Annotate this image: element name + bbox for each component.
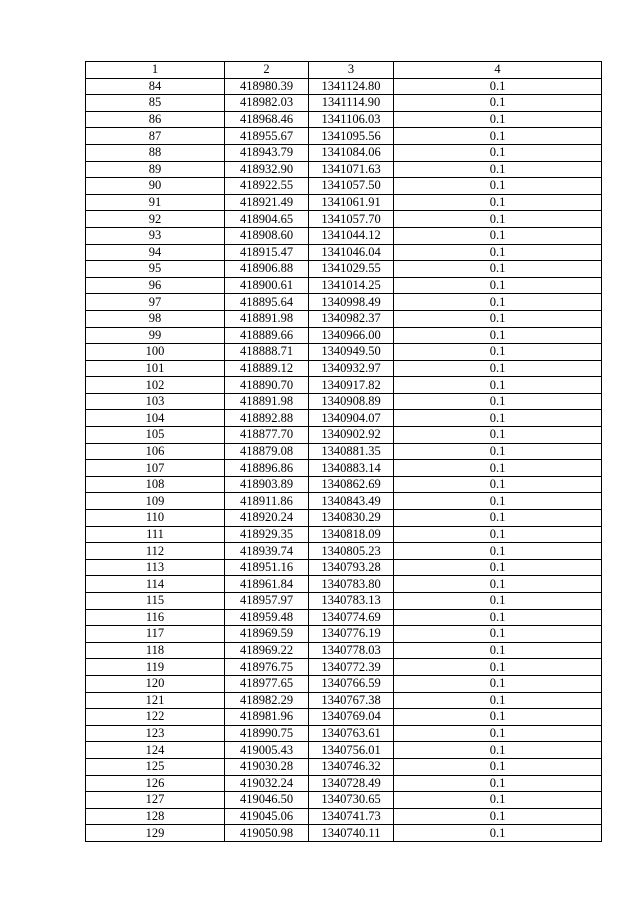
point-number-cell: 95 [86, 261, 225, 278]
x-coordinate-cell: 418951.16 [225, 559, 309, 576]
y-coordinate-cell: 1340908.89 [309, 393, 394, 410]
point-number-cell: 113 [86, 559, 225, 576]
accuracy-cell: 0.1 [394, 808, 602, 825]
accuracy-cell: 0.1 [394, 360, 602, 377]
y-coordinate-cell: 1340783.13 [309, 593, 394, 610]
x-coordinate-cell: 418895.64 [225, 294, 309, 311]
table-row [86, 95, 602, 112]
point-number-cell: 111 [86, 526, 225, 543]
table-row [86, 792, 602, 809]
accuracy-cell: 0.1 [394, 377, 602, 394]
table-row [86, 410, 602, 427]
x-coordinate-cell: 418961.84 [225, 576, 309, 593]
point-number-cell: 124 [86, 742, 225, 759]
y-coordinate-cell: 1340917.82 [309, 377, 394, 394]
point-number-cell: 90 [86, 178, 225, 195]
accuracy-cell: 0.1 [394, 742, 602, 759]
point-number-cell: 89 [86, 161, 225, 178]
accuracy-cell: 0.1 [394, 642, 602, 659]
table-row [86, 725, 602, 742]
table-row [86, 626, 602, 643]
y-coordinate-cell: 1340793.28 [309, 559, 394, 576]
y-coordinate-cell: 1340766.59 [309, 675, 394, 692]
accuracy-cell: 0.1 [394, 144, 602, 161]
y-coordinate-cell: 1340830.29 [309, 510, 394, 527]
accuracy-cell: 0.1 [394, 775, 602, 792]
x-coordinate-cell: 418980.39 [225, 78, 309, 95]
y-coordinate-cell: 1340902.92 [309, 427, 394, 444]
accuracy-cell: 0.1 [394, 609, 602, 626]
table-row [86, 443, 602, 460]
point-number-cell: 115 [86, 593, 225, 610]
y-coordinate-cell: 1340776.19 [309, 626, 394, 643]
y-coordinate-cell: 1340767.38 [309, 692, 394, 709]
point-number-cell: 103 [86, 393, 225, 410]
accuracy-cell: 0.1 [394, 576, 602, 593]
table-row [86, 642, 602, 659]
x-coordinate-cell: 418969.22 [225, 642, 309, 659]
point-number-cell: 125 [86, 758, 225, 775]
accuracy-cell: 0.1 [394, 277, 602, 294]
accuracy-cell: 0.1 [394, 792, 602, 809]
table-row [86, 675, 602, 692]
table-row [86, 493, 602, 510]
y-coordinate-cell: 1340982.37 [309, 310, 394, 327]
y-coordinate-cell: 1340998.49 [309, 294, 394, 311]
table-row [86, 111, 602, 128]
y-coordinate-cell: 1341014.25 [309, 277, 394, 294]
y-coordinate-cell: 1340763.61 [309, 725, 394, 742]
x-coordinate-cell: 419045.06 [225, 808, 309, 825]
table-row [86, 609, 602, 626]
point-number-cell: 112 [86, 543, 225, 560]
y-coordinate-cell: 1340730.65 [309, 792, 394, 809]
accuracy-cell: 0.1 [394, 78, 602, 95]
table-row [86, 194, 602, 211]
accuracy-cell: 0.1 [394, 393, 602, 410]
point-number-cell: 122 [86, 709, 225, 726]
point-number-cell: 91 [86, 194, 225, 211]
table-row [86, 211, 602, 228]
x-coordinate-cell: 418896.86 [225, 460, 309, 477]
point-number-cell: 128 [86, 808, 225, 825]
x-coordinate-cell: 418982.03 [225, 95, 309, 112]
accuracy-cell: 0.1 [394, 493, 602, 510]
y-coordinate-cell: 1340769.04 [309, 709, 394, 726]
point-number-cell: 114 [86, 576, 225, 593]
accuracy-cell: 0.1 [394, 709, 602, 726]
table-row [86, 709, 602, 726]
accuracy-cell: 0.1 [394, 227, 602, 244]
accuracy-cell: 0.1 [394, 758, 602, 775]
x-coordinate-cell: 419030.28 [225, 758, 309, 775]
y-coordinate-cell: 1340783.80 [309, 576, 394, 593]
accuracy-cell: 0.1 [394, 327, 602, 344]
x-coordinate-cell: 418922.55 [225, 178, 309, 195]
accuracy-cell: 0.1 [394, 626, 602, 643]
table-row [86, 161, 602, 178]
y-coordinate-cell: 1340774.69 [309, 609, 394, 626]
point-number-cell: 86 [86, 111, 225, 128]
y-coordinate-cell: 1341029.55 [309, 261, 394, 278]
point-number-cell: 121 [86, 692, 225, 709]
accuracy-cell: 0.1 [394, 476, 602, 493]
accuracy-cell: 0.1 [394, 659, 602, 676]
table-row [86, 559, 602, 576]
point-number-cell: 101 [86, 360, 225, 377]
x-coordinate-cell: 418929.35 [225, 526, 309, 543]
point-number-cell: 109 [86, 493, 225, 510]
y-coordinate-cell: 1340728.49 [309, 775, 394, 792]
y-coordinate-cell: 1341095.56 [309, 128, 394, 145]
accuracy-cell: 0.1 [394, 526, 602, 543]
table-row [86, 277, 602, 294]
table-row [86, 294, 602, 311]
y-coordinate-cell: 1340883.14 [309, 460, 394, 477]
table-row [86, 360, 602, 377]
table-row [86, 543, 602, 560]
x-coordinate-cell: 418955.67 [225, 128, 309, 145]
accuracy-cell: 0.1 [394, 178, 602, 195]
table-row [86, 593, 602, 610]
accuracy-cell: 0.1 [394, 410, 602, 427]
y-coordinate-cell: 1341046.04 [309, 244, 394, 261]
table-row [86, 427, 602, 444]
y-coordinate-cell: 1340756.01 [309, 742, 394, 759]
accuracy-cell: 0.1 [394, 675, 602, 692]
x-coordinate-cell: 418921.49 [225, 194, 309, 211]
y-coordinate-cell: 1340741.73 [309, 808, 394, 825]
x-coordinate-cell: 418920.24 [225, 510, 309, 527]
point-number-cell: 127 [86, 792, 225, 809]
y-coordinate-cell: 1340966.00 [309, 327, 394, 344]
table-row [86, 227, 602, 244]
table-row [86, 576, 602, 593]
accuracy-cell: 0.1 [394, 344, 602, 361]
point-number-cell: 99 [86, 327, 225, 344]
table-row [86, 310, 602, 327]
table-row [86, 476, 602, 493]
table-row [86, 659, 602, 676]
table-row [86, 742, 602, 759]
y-coordinate-cell: 1340904.07 [309, 410, 394, 427]
accuracy-cell: 0.1 [394, 261, 602, 278]
accuracy-cell: 0.1 [394, 692, 602, 709]
y-coordinate-cell: 1340949.50 [309, 344, 394, 361]
x-coordinate-cell: 418977.65 [225, 675, 309, 692]
table-header-row [86, 62, 602, 79]
table-row [86, 692, 602, 709]
table-row [86, 460, 602, 477]
accuracy-cell: 0.1 [394, 244, 602, 261]
accuracy-cell: 0.1 [394, 825, 602, 842]
point-number-cell: 102 [86, 377, 225, 394]
x-coordinate-cell: 418890.70 [225, 377, 309, 394]
accuracy-cell: 0.1 [394, 593, 602, 610]
point-number-cell: 92 [86, 211, 225, 228]
point-number-cell: 96 [86, 277, 225, 294]
table-row [86, 808, 602, 825]
accuracy-cell: 0.1 [394, 460, 602, 477]
x-coordinate-cell: 418969.59 [225, 626, 309, 643]
y-coordinate-cell: 1341124.80 [309, 78, 394, 95]
accuracy-cell: 0.1 [394, 510, 602, 527]
x-coordinate-cell: 418903.89 [225, 476, 309, 493]
y-coordinate-cell: 1341061.91 [309, 194, 394, 211]
y-coordinate-cell: 1341106.03 [309, 111, 394, 128]
point-number-cell: 126 [86, 775, 225, 792]
y-coordinate-cell: 1341071.63 [309, 161, 394, 178]
x-coordinate-cell: 418932.90 [225, 161, 309, 178]
x-coordinate-cell: 418990.75 [225, 725, 309, 742]
x-coordinate-cell: 418892.88 [225, 410, 309, 427]
x-coordinate-cell: 418908.60 [225, 227, 309, 244]
x-coordinate-cell: 418911.86 [225, 493, 309, 510]
x-coordinate-cell: 418904.65 [225, 211, 309, 228]
point-number-cell: 93 [86, 227, 225, 244]
table-row [86, 344, 602, 361]
point-number-cell: 107 [86, 460, 225, 477]
y-coordinate-cell: 1341084.06 [309, 144, 394, 161]
x-coordinate-cell: 418959.48 [225, 609, 309, 626]
x-coordinate-cell: 418957.97 [225, 593, 309, 610]
x-coordinate-cell: 418900.61 [225, 277, 309, 294]
table-row [86, 825, 602, 842]
accuracy-cell: 0.1 [394, 443, 602, 460]
point-number-cell: 98 [86, 310, 225, 327]
x-coordinate-cell: 418879.08 [225, 443, 309, 460]
column-header-1: 1 [86, 62, 225, 79]
x-coordinate-cell: 418981.96 [225, 709, 309, 726]
table-row [86, 178, 602, 195]
point-number-cell: 100 [86, 344, 225, 361]
x-coordinate-cell: 418976.75 [225, 659, 309, 676]
y-coordinate-cell: 1340818.09 [309, 526, 394, 543]
accuracy-cell: 0.1 [394, 543, 602, 560]
point-number-cell: 108 [86, 476, 225, 493]
table-row [86, 327, 602, 344]
y-coordinate-cell: 1340746.32 [309, 758, 394, 775]
table-row [86, 510, 602, 527]
point-number-cell: 106 [86, 443, 225, 460]
point-number-cell: 116 [86, 609, 225, 626]
accuracy-cell: 0.1 [394, 95, 602, 112]
accuracy-cell: 0.1 [394, 725, 602, 742]
column-header-2: 2 [225, 62, 309, 79]
x-coordinate-cell: 418906.88 [225, 261, 309, 278]
y-coordinate-cell: 1340932.97 [309, 360, 394, 377]
coordinates-table-body [86, 62, 602, 842]
x-coordinate-cell: 418939.74 [225, 543, 309, 560]
point-number-cell: 110 [86, 510, 225, 527]
x-coordinate-cell: 418888.71 [225, 344, 309, 361]
point-number-cell: 97 [86, 294, 225, 311]
y-coordinate-cell: 1340772.39 [309, 659, 394, 676]
x-coordinate-cell: 418968.46 [225, 111, 309, 128]
x-coordinate-cell: 418891.98 [225, 310, 309, 327]
column-header-3: 3 [309, 62, 394, 79]
accuracy-cell: 0.1 [394, 111, 602, 128]
point-number-cell: 123 [86, 725, 225, 742]
x-coordinate-cell: 418889.66 [225, 327, 309, 344]
table-row [86, 775, 602, 792]
x-coordinate-cell: 419046.50 [225, 792, 309, 809]
table-row [86, 144, 602, 161]
accuracy-cell: 0.1 [394, 194, 602, 211]
x-coordinate-cell: 418889.12 [225, 360, 309, 377]
point-number-cell: 105 [86, 427, 225, 444]
x-coordinate-cell: 419050.98 [225, 825, 309, 842]
point-number-cell: 120 [86, 675, 225, 692]
coordinates-table [85, 61, 602, 842]
table-row [86, 128, 602, 145]
x-coordinate-cell: 418877.70 [225, 427, 309, 444]
table-row [86, 758, 602, 775]
x-coordinate-cell: 418891.98 [225, 393, 309, 410]
point-number-cell: 85 [86, 95, 225, 112]
accuracy-cell: 0.1 [394, 294, 602, 311]
x-coordinate-cell: 419005.43 [225, 742, 309, 759]
x-coordinate-cell: 418915.47 [225, 244, 309, 261]
table-row [86, 244, 602, 261]
point-number-cell: 104 [86, 410, 225, 427]
x-coordinate-cell: 418943.79 [225, 144, 309, 161]
y-coordinate-cell: 1341114.90 [309, 95, 394, 112]
x-coordinate-cell: 418982.29 [225, 692, 309, 709]
table-row [86, 377, 602, 394]
accuracy-cell: 0.1 [394, 161, 602, 178]
y-coordinate-cell: 1340805.23 [309, 543, 394, 560]
point-number-cell: 117 [86, 626, 225, 643]
y-coordinate-cell: 1341044.12 [309, 227, 394, 244]
y-coordinate-cell: 1341057.50 [309, 178, 394, 195]
accuracy-cell: 0.1 [394, 559, 602, 576]
y-coordinate-cell: 1340740.11 [309, 825, 394, 842]
point-number-cell: 87 [86, 128, 225, 145]
point-number-cell: 94 [86, 244, 225, 261]
point-number-cell: 129 [86, 825, 225, 842]
point-number-cell: 88 [86, 144, 225, 161]
table-row [86, 78, 602, 95]
accuracy-cell: 0.1 [394, 128, 602, 145]
y-coordinate-cell: 1340881.35 [309, 443, 394, 460]
accuracy-cell: 0.1 [394, 427, 602, 444]
column-header-4: 4 [394, 62, 602, 79]
y-coordinate-cell: 1340778.03 [309, 642, 394, 659]
point-number-cell: 84 [86, 78, 225, 95]
table-row [86, 526, 602, 543]
point-number-cell: 118 [86, 642, 225, 659]
table-row [86, 393, 602, 410]
y-coordinate-cell: 1340862.69 [309, 476, 394, 493]
x-coordinate-cell: 419032.24 [225, 775, 309, 792]
accuracy-cell: 0.1 [394, 211, 602, 228]
accuracy-cell: 0.1 [394, 310, 602, 327]
table-row [86, 261, 602, 278]
y-coordinate-cell: 1341057.70 [309, 211, 394, 228]
point-number-cell: 119 [86, 659, 225, 676]
y-coordinate-cell: 1340843.49 [309, 493, 394, 510]
